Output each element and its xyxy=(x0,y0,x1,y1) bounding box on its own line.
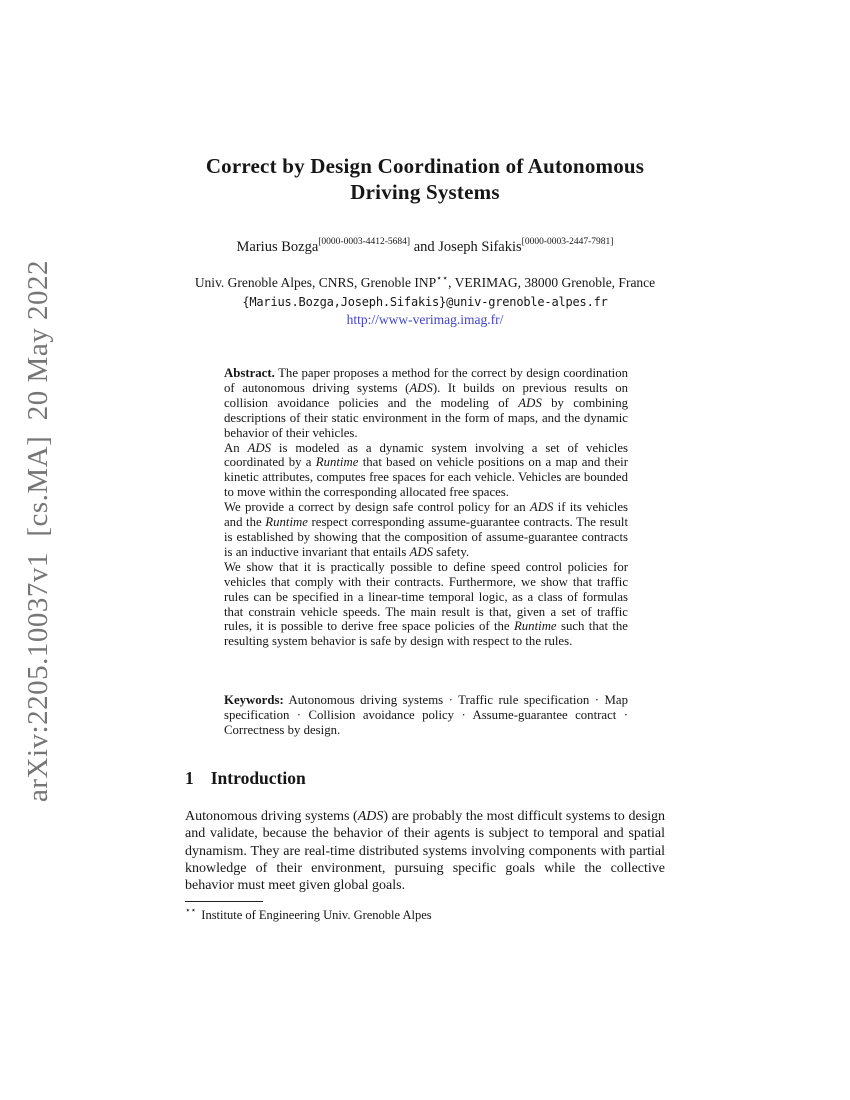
section-heading-introduction xyxy=(185,768,665,789)
author-orcid-1: [0000-0003-4412-5684] xyxy=(318,237,411,248)
abstract-paragraph: We show that it is practically possible to define speed control policies for vehicles that comply with their contracts. Furthermore, we show that traffic rules can be specified in a linear-time temporal logic, as a class of formulas that constrain vehicle speeds. The main result is that, given a set of traffic rules, it is possible to derive free space policies of the Runtime such that the resulting system behavior is safe by design with respect to the rules. xyxy=(224,559,628,649)
keywords-text: Autonomous driving systems · Traffic rule specification · Map specification · Collision avoidance policy · Assume-guarantee contract · Correctness by design. xyxy=(224,693,628,737)
affiliation-text-post: , VERIMAG, 38000 Grenoble, France xyxy=(448,275,656,290)
author-line xyxy=(185,239,665,256)
affiliation-footnote-marker: ⋆⋆ xyxy=(436,273,449,284)
intro-paragraph: Autonomous driving systems (ADS) are probably the most difficult systems to design and validate, because the behavior of their agents is subject to temporal and spatial dynamism. They are real-time distributed systems involving components with partial knowledge of their environment, pursuing specific goals while the collective behavior must meet given global goals. xyxy=(185,809,665,894)
author-emails: {Marius.Bozga,Joseph.Sifakis}@univ-grenoble-alpes.fr xyxy=(242,294,608,309)
footnote-marker: ⋆⋆ xyxy=(185,905,197,915)
footnote-text: Institute of Engineering Univ. Grenoble Alpes xyxy=(201,908,432,923)
footnote-rule xyxy=(185,901,263,902)
abstract-paragraph xyxy=(224,366,628,441)
keywords-label: Keywords: xyxy=(224,693,284,707)
affiliation-text: Univ. Grenoble Alpes, CNRS, Grenoble INP xyxy=(194,275,437,290)
abstract-paragraph-text: The paper proposes a method for the correct by design coordination of autonomous driving systems (ADS). It builds on previous results on collision avoidance policies and the modeling of ADS by combining descriptions of their static environment in the form of maps, and the dynamic behavior of their vehicles. xyxy=(224,366,628,440)
paper-title-line2: Driving Systems xyxy=(350,180,500,204)
paper-title-line1: Correct by Design Coordination of Autonomous xyxy=(205,154,645,178)
abstract-paragraph: An ADS is modeled as a dynamic system involving a set of vehicles coordinated by a Runtime that based on vehicle positions on a map and their kinetic attributes, computes free spaces for each vehicle. Vehicles are bounded to move within the corresponding allocated free spaces. xyxy=(224,440,629,500)
affiliation-block xyxy=(165,274,685,330)
abstract-block xyxy=(224,366,628,649)
paper-title xyxy=(185,153,665,205)
author-name-1: Marius Bozga xyxy=(236,239,319,255)
section-number: 1 xyxy=(185,768,194,788)
affiliation-line xyxy=(165,274,685,293)
abstract-label: Abstract. xyxy=(224,366,275,380)
author-conjunction: and xyxy=(410,239,439,255)
author-name-2: Joseph Sifakis xyxy=(438,239,522,255)
arxiv-watermark: arXiv:2205.10037v1 [cs.MA] 20 May 2022 xyxy=(22,260,54,802)
verimag-url-link[interactable]: http://www-verimag.imag.fr/ xyxy=(346,312,504,327)
abstract-paragraph: We provide a correct by design safe control policy for an ADS if its vehicles and the Runtime respect corresponding assume-guarantee contracts. The result is established by showing that the composition of assume-guarantee contracts is an inductive invariant that entails ADS safety. xyxy=(224,500,628,559)
keywords-block xyxy=(224,693,628,738)
author-orcid-2: [0000-0003-2447-7981] xyxy=(521,237,614,248)
section-title: Introduction xyxy=(210,768,306,788)
footnote-block xyxy=(185,901,665,923)
